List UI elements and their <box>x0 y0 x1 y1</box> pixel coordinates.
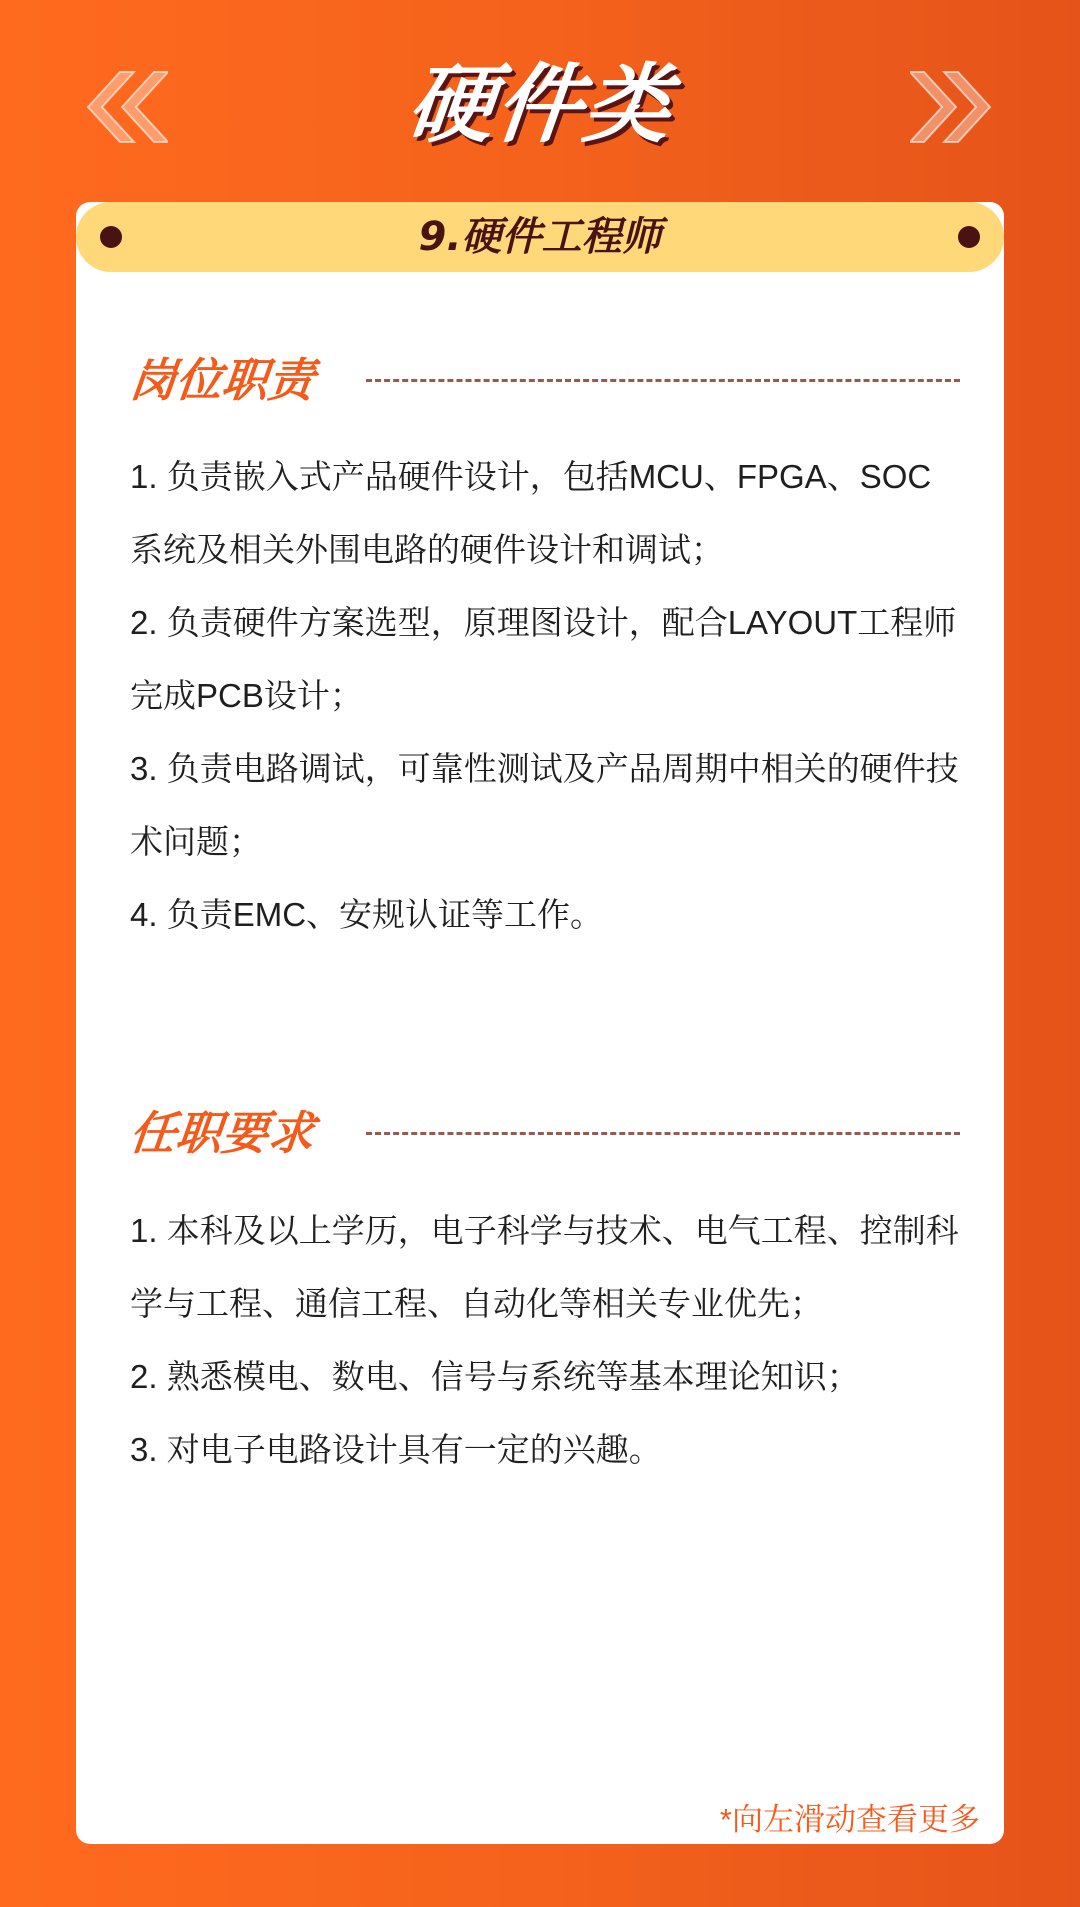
dotted-divider <box>366 1132 960 1135</box>
page-title: 硬件类 <box>402 55 678 155</box>
responsibilities-heading: 岗位职责 <box>127 353 317 407</box>
list-item: 1. 本科及以上学历，电子科学与技术、电气工程、控制科学与工程、通信工程、自动化等相关专业优先； <box>130 1212 959 1322</box>
list-item: 4. 负责EMC、安规认证等工作。 <box>130 896 604 933</box>
requirements-heading: 任职要求 <box>127 1106 317 1160</box>
list-item: 3. 负责电路调试，可靠性测试及产品周期中相关的硬件技术问题； <box>130 750 959 860</box>
requirements-header <box>127 1098 960 1168</box>
list-item: 2. 负责硬件方案选型，原理图设计，配合LAYOUT工程师完成PCB设计； <box>130 604 957 714</box>
job-title-banner <box>76 202 1004 272</box>
requirements-list <box>130 1194 960 1486</box>
job-title: 9.硬件工程师 <box>418 214 662 260</box>
list-item: 1. 负责嵌入式产品硬件设计，包括MCU、FPGA、SOC系统及相关外围电路的硬件设计和调试； <box>130 458 932 568</box>
responsibilities-list <box>130 440 960 951</box>
banner-dot-right <box>958 226 980 248</box>
responsibilities-header <box>127 345 960 415</box>
list-item: 3. 对电子电路设计具有一定的兴趣。 <box>130 1431 662 1468</box>
list-item: 2. 熟悉模电、数电、信号与系统等基本理论知识； <box>130 1358 860 1395</box>
dotted-divider <box>366 379 960 382</box>
swipe-hint: *向左滑动查看更多 <box>719 1802 980 1837</box>
